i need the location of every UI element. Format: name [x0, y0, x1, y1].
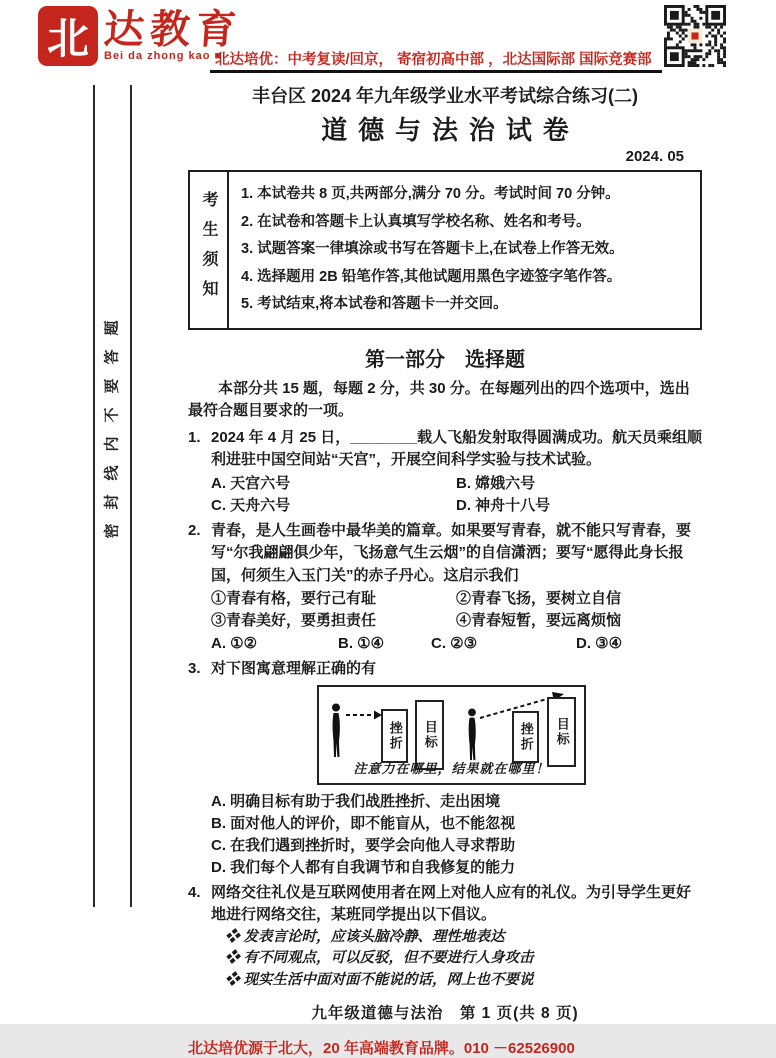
answer-option: D. ③④ [576, 635, 623, 652]
statement: ②青春飞扬，要树立自信 [456, 590, 622, 607]
section-heading: 第一部分 选择题 [365, 348, 525, 371]
person-icon [464, 708, 480, 762]
subject-title: 道德与法治试卷 [321, 115, 580, 145]
option: A. 明确目标有助于我们战胜挫折、走出困境 [211, 792, 501, 810]
notice-item: 1. 本试卷共 8 页,共两部分,满分 70 分。考试时间 70 分钟。 [241, 186, 620, 202]
question-number: 4. [188, 883, 201, 901]
exam-content [188, 84, 702, 1058]
seal-line-left [93, 85, 95, 907]
option: A. 天宫六号 [211, 474, 291, 492]
setback-box: 挫折 [381, 709, 408, 763]
statement: ③青春美好，要勇担责任 [211, 612, 377, 629]
qr-code-svg [664, 5, 726, 67]
option: B. 面对他人的评价，即不能盲从，也不能忽视 [211, 814, 516, 832]
goal-box: 目标 [415, 700, 444, 770]
notice-label: 考生须知 [190, 172, 229, 328]
answer-option: C. ②③ [431, 635, 478, 652]
option: B. 嫦娥六号 [456, 474, 536, 492]
option: D. 神舟十八号 [456, 496, 551, 514]
notice-item: 5. 考试结束,将本试卷和答题卡一并交回。 [241, 296, 508, 312]
question-2-answers [211, 632, 702, 655]
question-1 [188, 427, 702, 517]
promo-footer: 北达培优源于北大，20 年高端教育品牌。010 －62526900 [188, 1040, 575, 1057]
notice-item: 4. 选择题用 2B 铅笔作答,其他试题用黑色字迹签字笔作答。 [241, 268, 622, 285]
exam-title: 丰台区 2024 年九年级学业水平考试综合练习(二) [251, 86, 639, 106]
option: C. 在我们遇到挫折时，要学会向他人寻求帮助 [211, 836, 516, 854]
diagram-caption: 注意力在哪里，结果就在哪里！ [353, 761, 550, 776]
candidate-notice-box [188, 170, 702, 330]
person-icon [328, 703, 344, 759]
logo-seal-icon: 北 [40, 8, 96, 64]
question-1-options [211, 473, 702, 517]
dashed-arrow-icon [346, 709, 382, 721]
notice-item: 3. 试题答案一律填涂或书写在答题卡上,在试卷上作答无效。 [241, 241, 624, 257]
notice-items [229, 172, 700, 328]
option: D. 我们每个人都有自我调节和自我修复的能力 [211, 858, 516, 876]
question-4 [188, 882, 702, 992]
question-number: 3. [188, 660, 201, 677]
logo-text: 达教育 [102, 7, 244, 52]
setback-box: 挫折 [512, 711, 539, 763]
question-3-diagram [317, 685, 586, 785]
proposal-bullet: ❖ 发表言论时，应该头脑冷静、理性地表达 [225, 928, 505, 945]
question-text: 对下图寓意理解正确的有 [211, 660, 377, 677]
question-text: 2024 年 4 月 25 日，________载人飞船发射取得圆满成功。航天员乘组顺利进驻中国空间站“天宫”，开展空间科学实验与技术试验。 [211, 428, 702, 468]
header-tagline: 北达培优：中考复读/回京， 寄宿初高中部 ，北达国际部 国际竞赛部 [215, 52, 652, 68]
exam-date: 2024. 05 [625, 148, 684, 165]
proposal-bullet: ❖ 有不同观点，可以反驳，但不要进行人身攻击 [225, 950, 534, 966]
question-text: 网络交往礼仪是互联网使用者在网上对他人应有的礼仪。为引导学生更好地进行网络交往，某班同学提出以下倡议。 [211, 883, 692, 923]
answer-option: B. ①④ [338, 635, 385, 652]
seal-margin-text: 密封线内不要答题 [103, 306, 121, 539]
brand-logo [40, 8, 242, 64]
statement: ①青春有格，要行己有耻 [211, 590, 377, 607]
answer-option: A. ①② [211, 635, 258, 652]
notice-item: 2. 在试卷和答题卡上认真填写学校名称、姓名和考号。 [241, 213, 591, 230]
seal-line-right [130, 85, 132, 907]
question-number: 1. [188, 428, 201, 446]
question-2 [188, 520, 702, 656]
question-3 [188, 658, 702, 879]
logo-subtext: Bei da zhong kao ■ [104, 50, 223, 62]
goal-box: 目标 [547, 697, 576, 767]
proposal-bullet: ❖ 现实生活中面对面不能说的话，网上也不要说 [225, 971, 534, 988]
section-intro: 本部分共 15 题，每题 2 分，共 30 分。在每题列出的四个选项中，选出最符合题目要求的一项。 [188, 379, 690, 419]
header-divider [210, 70, 662, 73]
question-2-statements [211, 588, 702, 632]
qr-code-icon [664, 5, 726, 67]
question-number: 2. [188, 521, 201, 539]
question-text: 青春，是人生画卷中最华美的篇章。如果要写青春，就不能只写青春，要写“尔我翩翩俱少年，飞扬意气生云烟”的自信潇洒；要写“愿得此身长报国，何须生入玉门关”的赤子丹心。这启示我们 [211, 521, 692, 584]
page-footer: 九年级道德与法治 第 1 页(共 8 页) [311, 1005, 579, 1022]
option: C. 天舟六号 [211, 496, 291, 514]
statement: ④青春短暂，要远离烦恼 [456, 612, 622, 629]
